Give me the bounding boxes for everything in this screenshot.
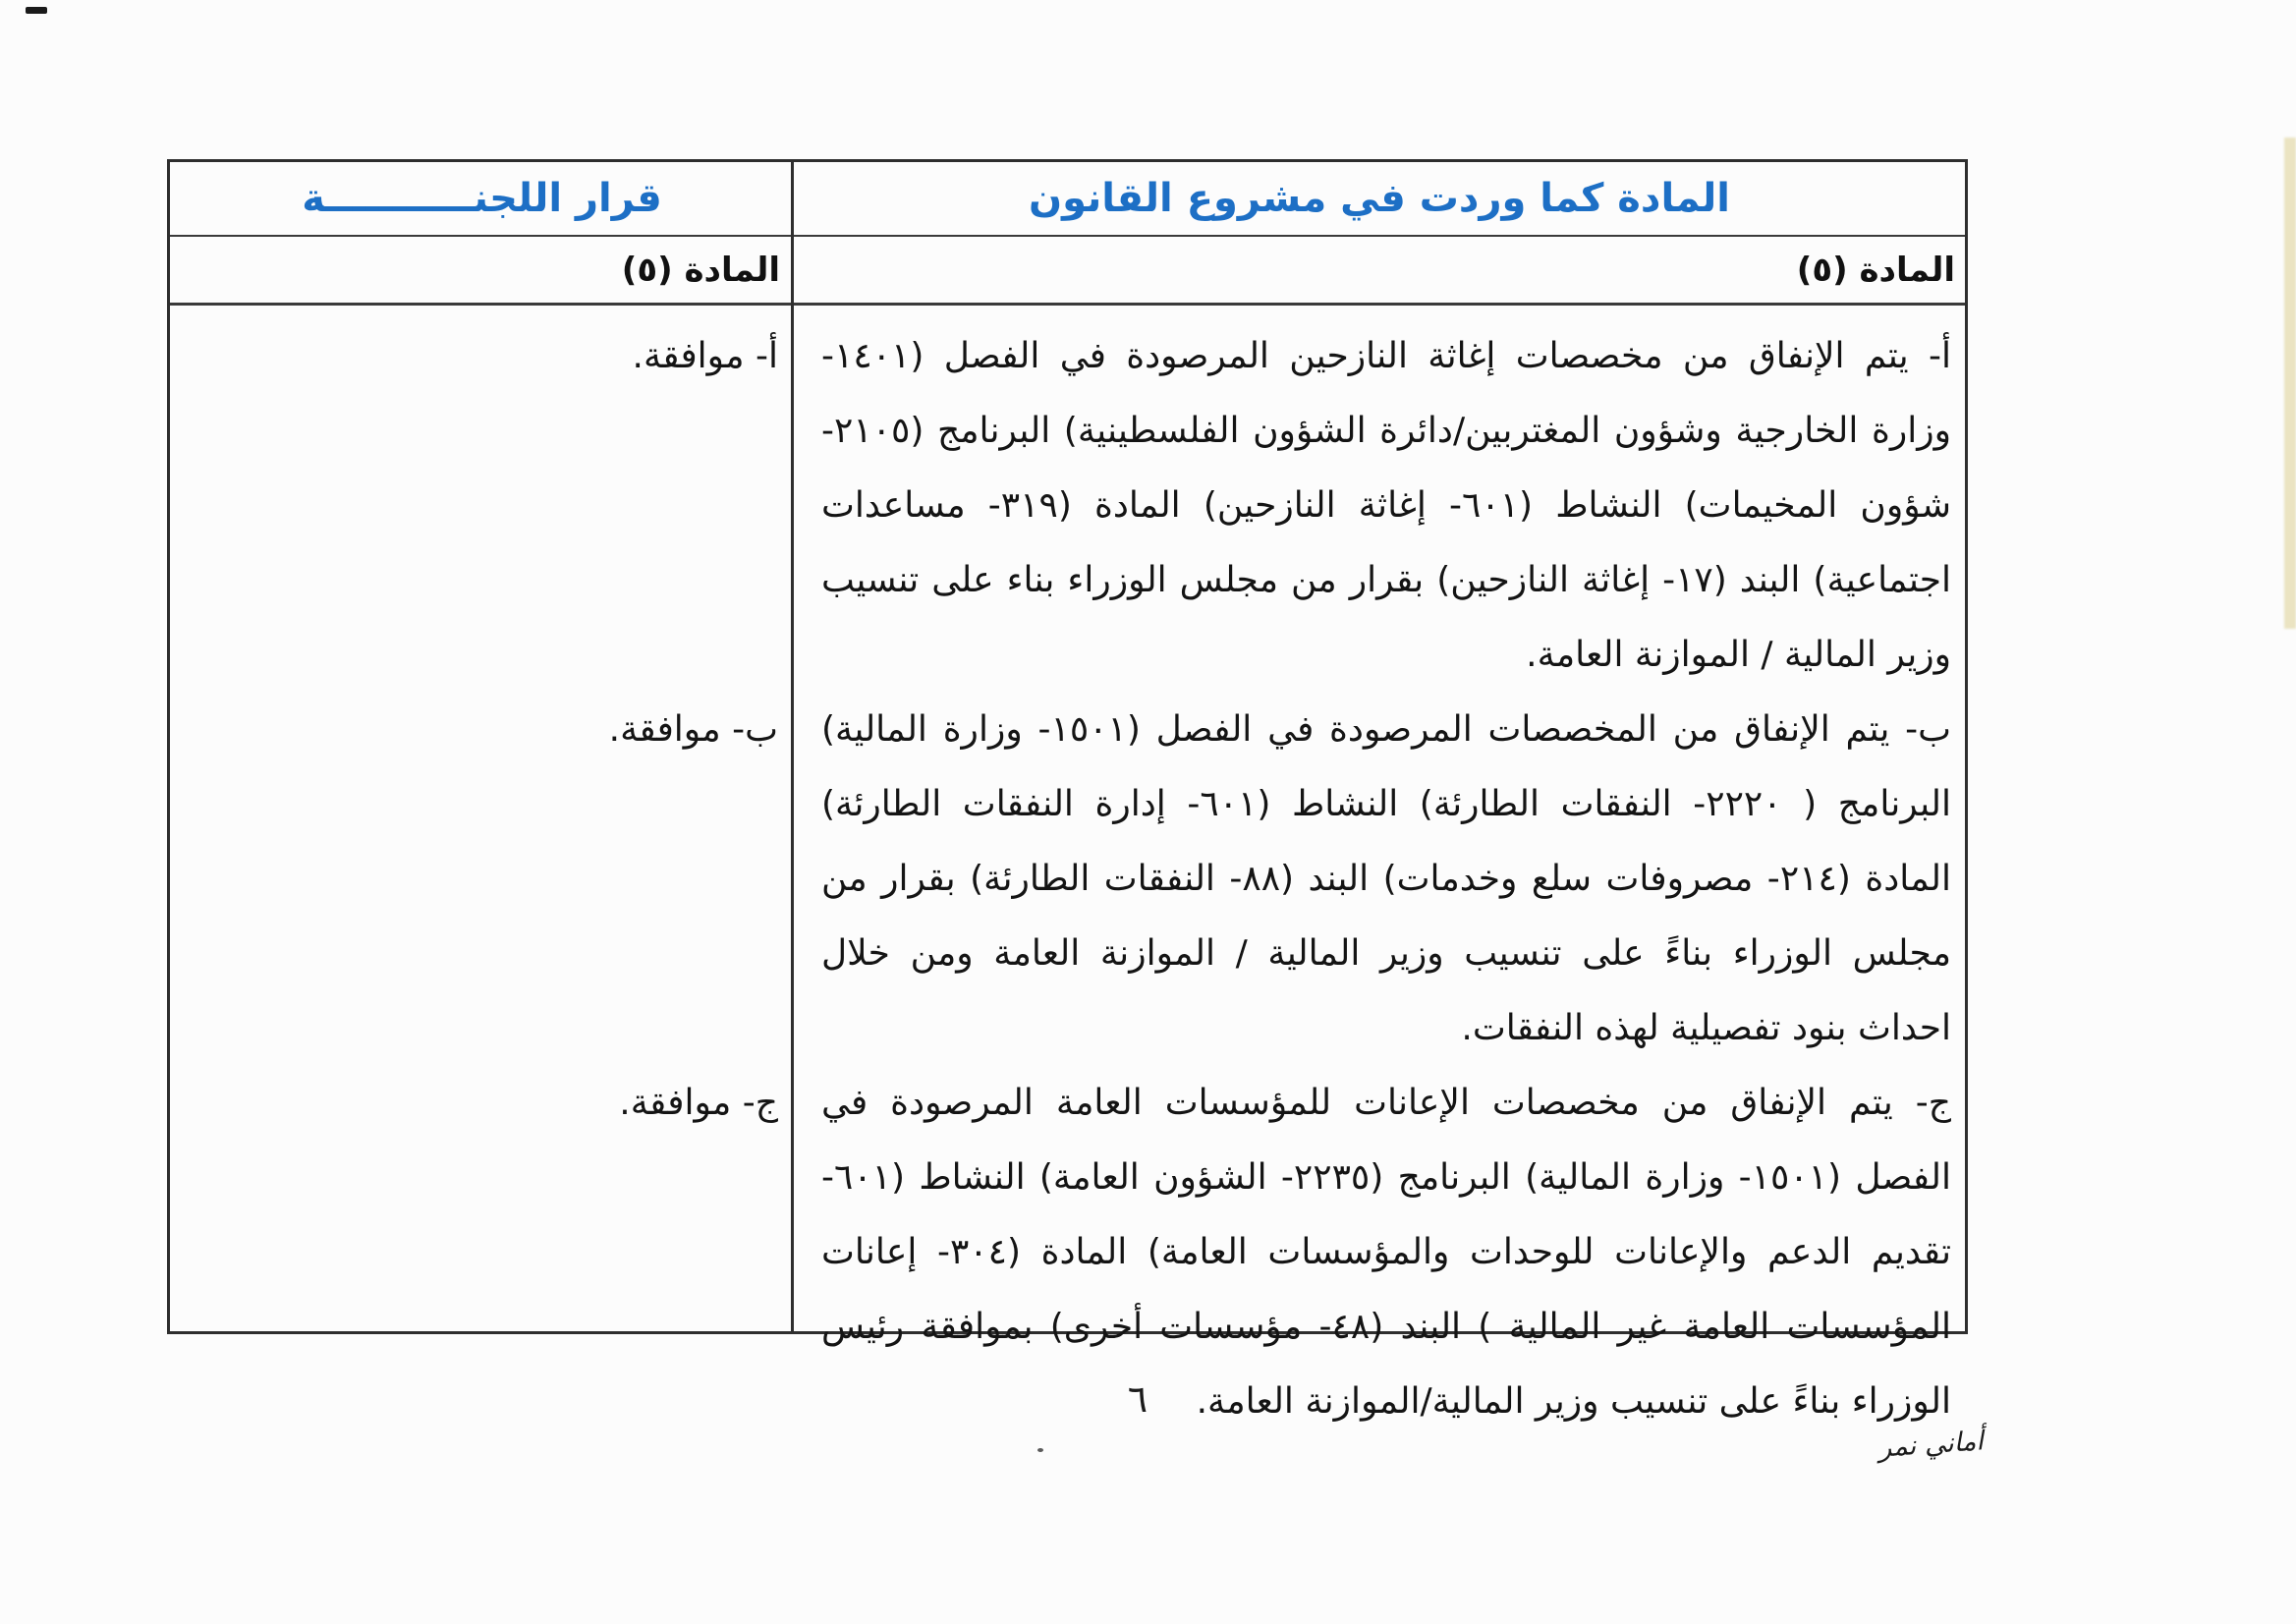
table-header-row — [170, 162, 1965, 237]
decision-a: أ- موافقة. — [632, 336, 778, 376]
page-number: ٦ — [1127, 1377, 1148, 1421]
scan-artifact-dot — [1037, 1448, 1043, 1452]
comparison-table — [167, 159, 1968, 1422]
table-row — [170, 1066, 1965, 1439]
decision-column-header: قرار اللجنـــــــــــة — [302, 176, 662, 221]
table-body — [170, 306, 1965, 1422]
article-number-row — [170, 237, 1965, 306]
article-paragraph-a: أ- يتم الإنفاق من مخصصات إغاثة النازحين المرصودة في الفصل (١٤٠١- وزارة الخارجية وشؤون المغتربين/دائرة الشؤون الفلسطينية) البرنامج (٢١٠٥- شؤون المخيمات) النشاط (٦٠١- إغاثة النازحين) المادة (٣١٩- مساعدات اجتماعية) البند (١٧- إغاثة النازحين) بقرار من مجلس الوزراء بناء على تنسيب وزير المالية / الموازنة العامة. — [821, 336, 1951, 675]
article-paragraph-c: ج- يتم الإنفاق من مخصصات الإعانات للمؤسسات العامة المرصودة في الفصل (١٥٠١- وزارة المالية) البرنامج (٢٢٣٥- الشؤون العامة) النشاط (٦٠١- تقديم الدعم والإعانات للوحدات والمؤسسات العامة) المادة (٣٠٤- إعانات المؤسسات العامة غير المالية ) البند (٤٨- مؤسسات أخرى) بموافقة رئيس الوزراء بناءً على تنسيب وزير المالية/الموازنة العامة. — [821, 1083, 1951, 1422]
table-row — [170, 693, 1965, 1066]
decision-c: ج- موافقة. — [619, 1083, 778, 1123]
article-number-right: المادة (٥) — [1796, 250, 1955, 290]
scan-artifact-top-left — [26, 7, 47, 14]
article-paragraph-b: ب- يتم الإنفاق من المخصصات المرصودة في الفصل (١٥٠١- وزارة المالية) البرنامج ( ٢٢٢٠- النفقات الطارئة) النشاط (٦٠١- إدارة النفقات الطارئة) المادة (٢١٤- مصروفات سلع وخدمات) البند (٨٨- النفقات الطارئة) بقرار من مجلس الوزراء بناءً على تنسيب وزير المالية / الموازنة العامة ومن خلال احداث بنود تفصيلية لهذه النفقات. — [821, 709, 1951, 1048]
scan-artifact-right-edge — [2284, 138, 2296, 629]
article-column-header: المادة كما وردت في مشروع القانون — [1028, 176, 1731, 221]
table-row — [170, 306, 1965, 693]
article-number-left: المادة (٥) — [621, 250, 780, 290]
decision-b: ب- موافقة. — [608, 709, 778, 750]
column-divider — [791, 162, 794, 1331]
signature-handwritten: أماني نمر — [1877, 1426, 1985, 1464]
